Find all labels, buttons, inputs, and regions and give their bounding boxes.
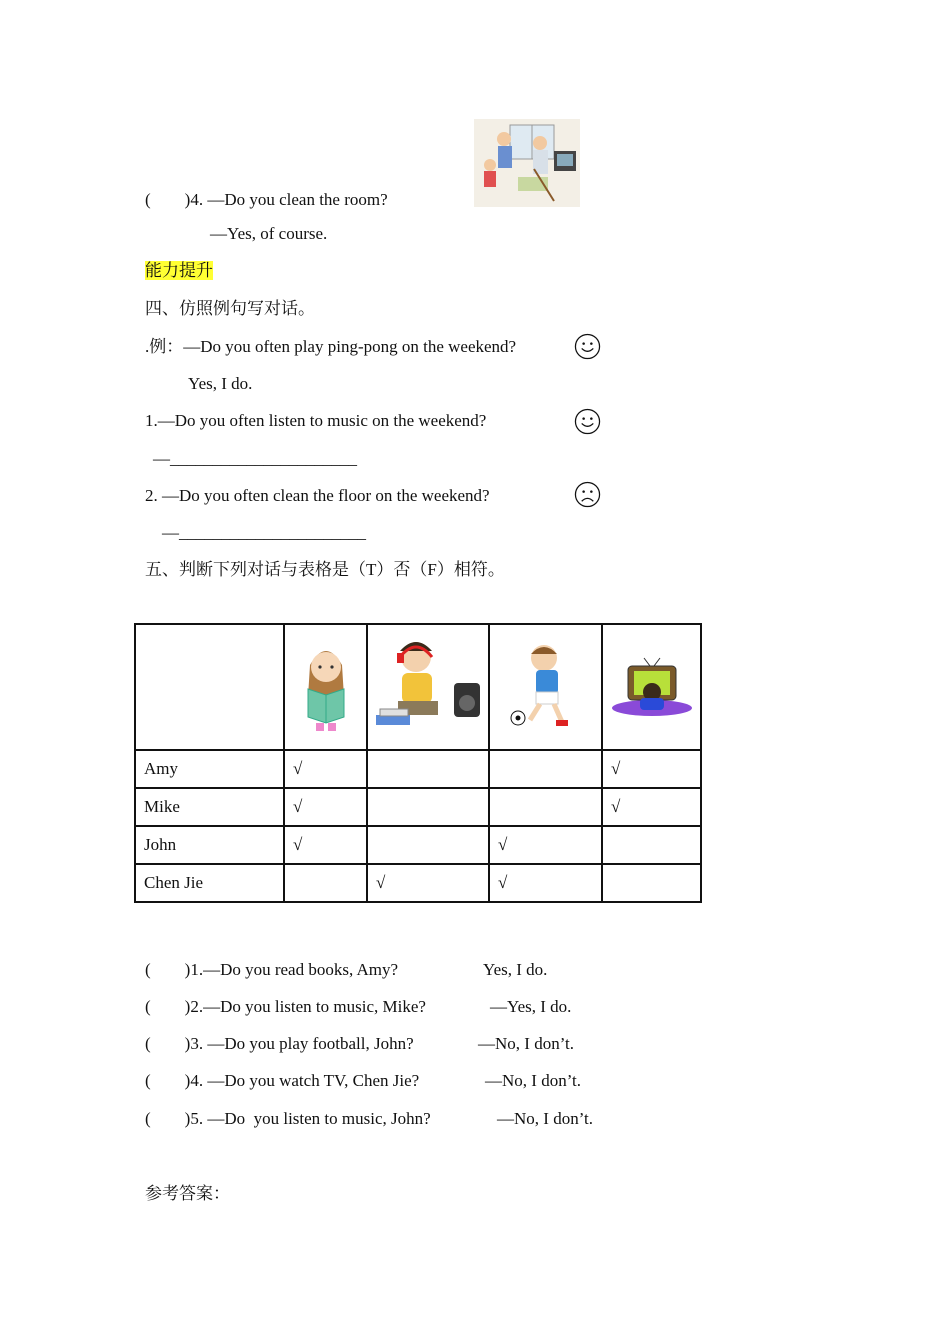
- smile-face-icon: [574, 408, 601, 435]
- tf-answer-2: —Yes, I do.: [490, 997, 572, 1016]
- check-cell: [367, 750, 489, 788]
- check-cell: √: [602, 750, 701, 788]
- table-row: [135, 864, 701, 902]
- smile-face-icon: [574, 333, 601, 360]
- question-1: 1.—Do you often listen to music on the weekend?: [145, 411, 487, 430]
- tf-question-3: ( )3. —Do you play football, John?: [145, 1034, 414, 1053]
- family-cleaning-picture: [474, 119, 580, 207]
- row-name: Amy: [135, 750, 284, 788]
- section4-title: 四、仿照例句写对话。: [145, 299, 315, 318]
- boy-listening-music-picture: [372, 633, 484, 737]
- answers-label: 参考答案：: [145, 1184, 230, 1203]
- activity-table: [134, 623, 702, 903]
- tf-question-5: ( )5. —Do you listen to music, John?: [145, 1109, 431, 1128]
- check-cell: √: [489, 826, 602, 864]
- row-name: Mike: [135, 788, 284, 826]
- check-cell: [367, 826, 489, 864]
- table-row: [135, 750, 701, 788]
- tf-answer-5: —No, I don’t.: [497, 1109, 594, 1128]
- answer-line-1: —______________________: [153, 449, 357, 468]
- header-blank-cell: [135, 624, 284, 750]
- check-cell: [602, 826, 701, 864]
- tf-question-2: ( )2.—Do you listen to music, Mike?: [145, 997, 426, 1016]
- check-cell: √: [367, 864, 489, 902]
- row-name: Chen Jie: [135, 864, 284, 902]
- boy-playing-football-picture: [506, 640, 586, 730]
- header-football-cell: [489, 624, 602, 750]
- section5-title: 五、判断下列对话与表格是（T）否（F）相符。: [145, 560, 505, 579]
- header-reading-cell: [284, 624, 367, 750]
- tf-question-1: ( )1.—Do you read books, Amy?: [145, 960, 399, 979]
- check-cell: √: [284, 788, 367, 826]
- reading-girl-picture: [296, 637, 356, 733]
- check-cell: √: [284, 750, 367, 788]
- child-watching-tv-picture: [610, 652, 694, 718]
- question-2: 2. —Do you often clean the floor on the weekend?: [145, 486, 490, 505]
- table-row: [135, 788, 701, 826]
- sad-face-icon: [574, 481, 601, 508]
- check-cell: √: [284, 826, 367, 864]
- check-cell: √: [489, 864, 602, 902]
- tf-answer-1: Yes, I do.: [483, 960, 548, 979]
- table-row: [135, 826, 701, 864]
- check-cell: [284, 864, 367, 902]
- tf-answer-3: —No, I don’t.: [478, 1034, 575, 1053]
- tf-question-4: ( )4. —Do you watch TV, Chen Jie?: [145, 1071, 420, 1090]
- check-cell: [602, 864, 701, 902]
- row-name: John: [135, 826, 284, 864]
- header-tv-cell: [602, 624, 701, 750]
- section-label: 能力提升: [145, 261, 213, 280]
- check-cell: [367, 788, 489, 826]
- table-header-row: [135, 624, 701, 750]
- check-cell: [489, 788, 602, 826]
- check-cell: √: [602, 788, 701, 826]
- header-music-cell: [367, 624, 489, 750]
- tf-answer-4: —No, I don’t.: [485, 1071, 582, 1090]
- example-answer: Yes, I do.: [188, 374, 253, 393]
- question-4: ( )4. —Do you clean the room?: [145, 190, 388, 209]
- answer-4: —Yes, of course.: [210, 224, 328, 243]
- example-question: .例：—Do you often play ping-pong on the weekend?: [145, 337, 517, 356]
- check-cell: [489, 750, 602, 788]
- answer-line-2: —______________________: [162, 523, 366, 542]
